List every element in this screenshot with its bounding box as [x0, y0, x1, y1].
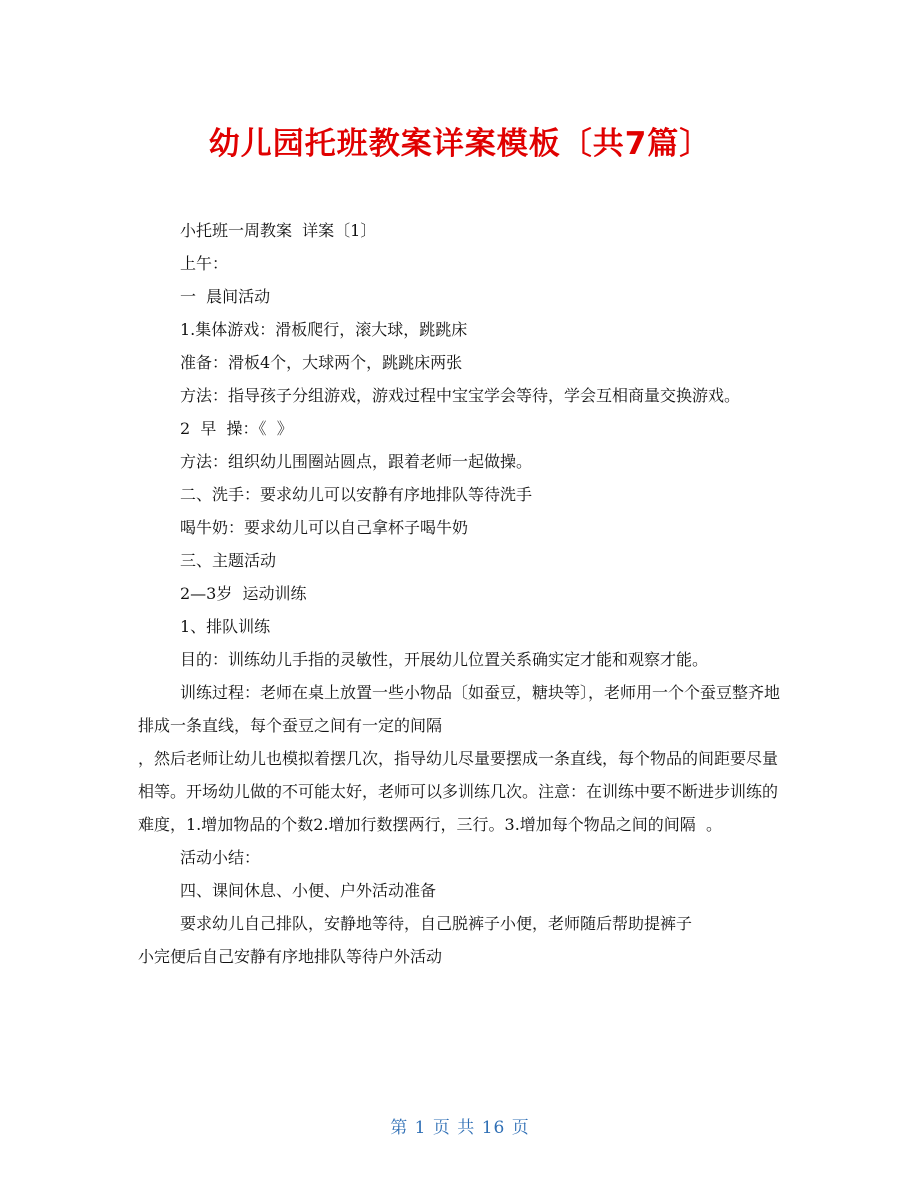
- paragraph: 喝牛奶：要求幼儿可以自己拿杯子喝牛奶: [180, 518, 469, 537]
- paragraph: 活动小结：: [180, 848, 261, 867]
- paragraph: 训练过程：老师在桌上放置一些小物品〔如蚕豆，糖块等〕，老师用一个个蚕豆整齐地排成一条直线，每个蚕豆之间有一定的间隔: [138, 683, 781, 735]
- paragraph: 二、洗手：要求幼儿可以安静有序地排队等待洗手: [180, 485, 533, 504]
- paragraph: ，然后老师让幼儿也模拟着摆几次，指导幼儿尽量要摆成一条直线，每个物品的间距要尽量相等。开场幼儿做的不可能太好，老师可以多训练几次。注意：在训练中要不断进步训练的难度，1.增加物品的个数2.增加行数摆两行，三行。3.增加每个物品之间的间隔 。: [138, 749, 779, 834]
- paragraph: 要求幼儿自己排队，安静地等待，自己脱裤子小便，老师随后帮助提裤子: [180, 914, 693, 933]
- document-body: [138, 214, 788, 973]
- paragraph: 1.集体游戏：滑板爬行，滚大球，跳跳床: [180, 320, 468, 339]
- page-footer: 第 1 页 共 16 页: [390, 1118, 530, 1138]
- paragraph: 目的：训练幼儿手指的灵敏性，开展幼儿位置关系确实定才能和观察才能。: [180, 650, 709, 669]
- paragraph: 方法：指导孩子分组游戏，游戏过程中宝宝学会等待，学会互相商量交换游戏。: [180, 386, 741, 405]
- paragraph: 三、主题活动: [180, 551, 277, 570]
- paragraph: 2 早 操：《 》: [180, 419, 293, 438]
- paragraph: 小托班一周教案 详案〔1〕: [180, 221, 377, 240]
- paragraph: 一 晨间活动: [180, 287, 271, 306]
- paragraph: 1、排队训练: [180, 617, 271, 636]
- document-title: 幼儿园托班教案详案模板〔共7篇〕: [208, 126, 712, 162]
- paragraph: 准备：滑板4个，大球两个，跳跳床两张: [180, 353, 463, 372]
- paragraph: 小完便后自己安静有序地排队等待户外活动: [138, 947, 443, 966]
- paragraph: 方法：组织幼儿围圈站圆点，跟着老师一起做操。: [180, 452, 533, 471]
- paragraph: 四、课间休息、小便、户外活动准备: [180, 881, 437, 900]
- paragraph: 2—3岁 运动训练: [180, 584, 307, 603]
- paragraph: 上午：: [180, 254, 229, 273]
